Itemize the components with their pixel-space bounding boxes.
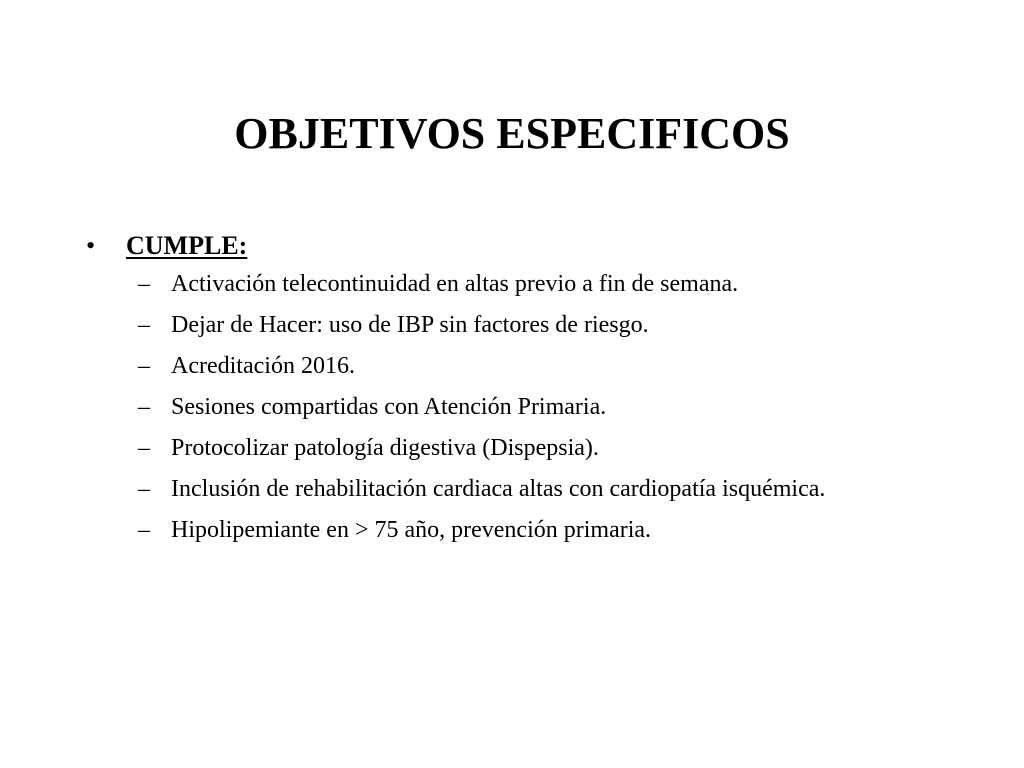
sub-bullet-text: Protocolizar patología digestiva (Dispepsia). [171,435,599,461]
dash-marker: – [138,312,150,338]
dash-marker: – [138,476,150,502]
bullet-marker: • [86,231,96,260]
sub-bullet-text: Activación telecontinuidad en altas previo a fin de semana. [171,271,739,297]
dash-marker: – [138,394,150,420]
sub-bullet-item [138,350,946,382]
sub-bullet-text: Inclusión de rehabilitación cardiaca altas con cardiopatía isquémica. [171,476,826,502]
slide-content [86,226,946,555]
dash-marker: – [138,517,150,543]
dash-marker: – [138,353,150,379]
dash-marker: – [138,271,150,297]
sub-bullet-item [138,268,946,300]
bullet-cumple [86,226,946,266]
sub-bullet-item [138,432,946,464]
sub-bullet-item [138,309,946,341]
dash-marker: – [138,435,150,461]
bullet-label: CUMPLE: [126,231,248,260]
sub-bullet-list [86,268,946,546]
sub-bullet-item [138,473,946,505]
sub-bullet-text: Dejar de Hacer: uso de IBP sin factores de riesgo. [171,312,649,338]
sub-bullet-text: Acreditación 2016. [171,353,355,379]
slide-title: OBJETIVOS ESPECIFICOS [234,109,790,158]
sub-bullet-text: Sesiones compartidas con Atención Primaria. [171,394,607,420]
sub-bullet-item [138,514,946,546]
sub-bullet-text: Hipolipemiante en > 75 año, prevención primaria. [171,517,652,543]
sub-bullet-item [138,391,946,423]
